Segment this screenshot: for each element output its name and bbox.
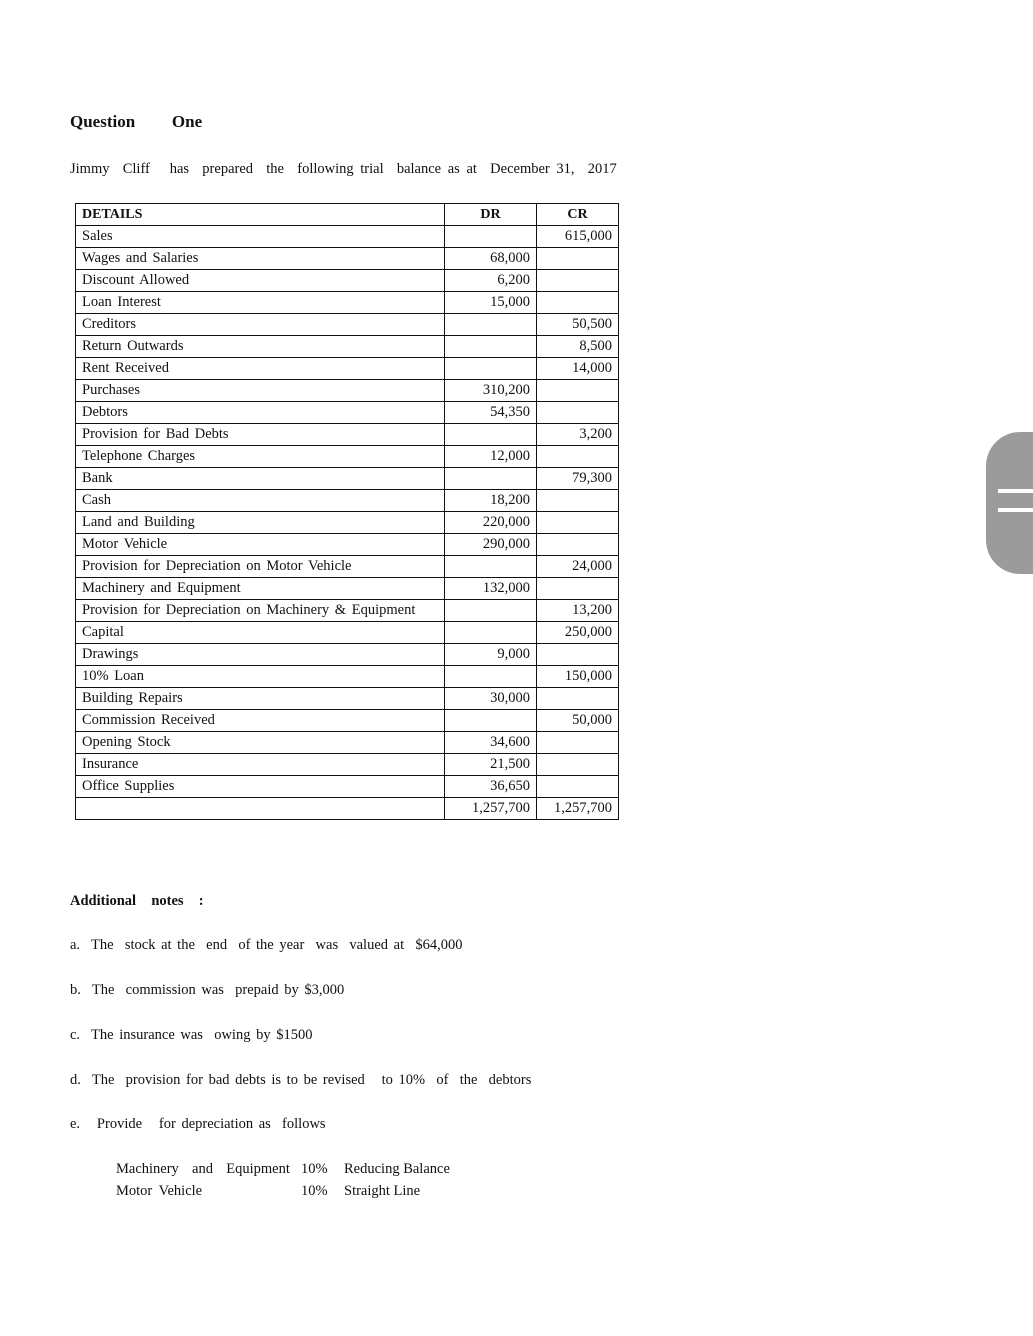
row-dr [445, 358, 537, 380]
row-detail: Insurance [76, 754, 445, 776]
row-dr [445, 468, 537, 490]
note-a: a. The stock at the end of the year was valued at $64,000 [70, 937, 463, 953]
table-row [76, 644, 619, 666]
table-row [76, 622, 619, 644]
row-cr [537, 446, 619, 468]
row-detail: Provision for Depreciation on Motor Vehicle [76, 556, 445, 578]
row-dr: 15,000 [445, 292, 537, 314]
row-cr: 24,000 [537, 556, 619, 578]
row-cr [537, 248, 619, 270]
table-row [76, 336, 619, 358]
table-row [76, 270, 619, 292]
table-row [76, 358, 619, 380]
row-detail: Telephone Charges [76, 446, 445, 468]
note-c: c. The insurance was owing by $1500 [70, 1027, 313, 1043]
table-row [76, 424, 619, 446]
intro-text: Jimmy Cliff has prepared the following trial balance as at December 31, 2017 [70, 161, 617, 177]
table-row [76, 292, 619, 314]
table-row [76, 732, 619, 754]
row-dr: 68,000 [445, 248, 537, 270]
table-row [76, 556, 619, 578]
page-title: Question One [70, 112, 203, 131]
row-cr [537, 512, 619, 534]
depreciation-asset: Machinery and Equipment [116, 1161, 290, 1177]
row-detail: Rent Received [76, 358, 445, 380]
table-row [76, 666, 619, 688]
depreciation-asset: Motor Vehicle [116, 1183, 203, 1199]
row-cr [537, 776, 619, 798]
row-cr [537, 688, 619, 710]
row-dr [445, 336, 537, 358]
table-row [76, 578, 619, 600]
row-dr: 34,600 [445, 732, 537, 754]
row-detail: Loan Interest [76, 292, 445, 314]
table-row [76, 446, 619, 468]
note-d: d. The provision for bad debts is to be revised to 10% of the debtors [70, 1072, 532, 1088]
row-dr [445, 424, 537, 446]
row-cr: 50,500 [537, 314, 619, 336]
row-cr: 13,200 [537, 600, 619, 622]
row-detail: Machinery and Equipment [76, 578, 445, 600]
row-cr: 615,000 [537, 226, 619, 248]
row-cr [537, 644, 619, 666]
row-cr: 3,200 [537, 424, 619, 446]
row-dr: 54,350 [445, 402, 537, 424]
row-cr: 150,000 [537, 666, 619, 688]
table-row [76, 710, 619, 732]
row-detail: Purchases [76, 380, 445, 402]
table-row [76, 468, 619, 490]
row-detail: Provision for Depreciation on Machinery & Equipment [76, 600, 445, 622]
totals-detail [76, 798, 445, 820]
row-dr [445, 556, 537, 578]
depreciation-method: Reducing Balance [344, 1161, 450, 1177]
row-dr: 310,200 [445, 380, 537, 402]
table-row [76, 380, 619, 402]
table-row [76, 688, 619, 710]
depreciation-rate: 10% [301, 1183, 328, 1199]
row-detail: Capital [76, 622, 445, 644]
row-cr [537, 732, 619, 754]
row-detail: Return Outwards [76, 336, 445, 358]
table-row [76, 248, 619, 270]
table-header-row [76, 204, 619, 226]
row-dr [445, 710, 537, 732]
table-row [76, 314, 619, 336]
row-dr: 132,000 [445, 578, 537, 600]
row-detail: Commission Received [76, 710, 445, 732]
row-detail: Motor Vehicle [76, 534, 445, 556]
table-row [76, 534, 619, 556]
table-row [76, 776, 619, 798]
row-detail: Cash [76, 490, 445, 512]
row-cr: 79,300 [537, 468, 619, 490]
row-dr: 21,500 [445, 754, 537, 776]
row-detail: Sales [76, 226, 445, 248]
table-row [76, 226, 619, 248]
menu-icon-bar-bottom [998, 508, 1033, 512]
total-dr: 1,257,700 [445, 798, 537, 820]
row-detail: Opening Stock [76, 732, 445, 754]
row-cr: 250,000 [537, 622, 619, 644]
table-row [76, 512, 619, 534]
row-detail: Drawings [76, 644, 445, 666]
row-dr: 6,200 [445, 270, 537, 292]
row-detail: Land and Building [76, 512, 445, 534]
totals-row [76, 798, 619, 820]
header-cr: CR [537, 204, 619, 226]
row-detail: Creditors [76, 314, 445, 336]
row-detail: Provision for Bad Debts [76, 424, 445, 446]
row-dr [445, 666, 537, 688]
note-e: e. Provide for depreciation as follows [70, 1116, 326, 1132]
row-detail: Discount Allowed [76, 270, 445, 292]
row-cr [537, 270, 619, 292]
row-dr: 9,000 [445, 644, 537, 666]
row-cr [537, 402, 619, 424]
side-panel-toggle[interactable] [986, 432, 1033, 574]
row-detail: Office Supplies [76, 776, 445, 798]
menu-icon-bar-top [998, 489, 1033, 493]
trial-balance-table [75, 203, 619, 820]
row-detail: Wages and Salaries [76, 248, 445, 270]
row-dr [445, 600, 537, 622]
row-dr: 12,000 [445, 446, 537, 468]
row-cr [537, 490, 619, 512]
table-row [76, 402, 619, 424]
row-cr: 8,500 [537, 336, 619, 358]
total-cr: 1,257,700 [537, 798, 619, 820]
table-row [76, 754, 619, 776]
row-cr [537, 578, 619, 600]
row-detail: Bank [76, 468, 445, 490]
row-dr: 220,000 [445, 512, 537, 534]
row-detail: Debtors [76, 402, 445, 424]
row-cr [537, 380, 619, 402]
header-dr: DR [445, 204, 537, 226]
row-dr [445, 622, 537, 644]
row-cr [537, 754, 619, 776]
depreciation-method: Straight Line [344, 1183, 421, 1199]
row-cr [537, 534, 619, 556]
row-dr: 290,000 [445, 534, 537, 556]
row-cr: 50,000 [537, 710, 619, 732]
depreciation-rate: 10% [301, 1161, 328, 1177]
table-row [76, 490, 619, 512]
row-cr [537, 292, 619, 314]
header-details: DETAILS [76, 204, 445, 226]
notes-title: Additional notes : [70, 893, 204, 909]
row-detail: Building Repairs [76, 688, 445, 710]
row-dr: 36,650 [445, 776, 537, 798]
row-cr: 14,000 [537, 358, 619, 380]
row-dr: 30,000 [445, 688, 537, 710]
row-dr [445, 314, 537, 336]
row-dr: 18,200 [445, 490, 537, 512]
row-detail: 10% Loan [76, 666, 445, 688]
note-b: b. The commission was prepaid by $3,000 [70, 982, 345, 998]
row-dr [445, 226, 537, 248]
table-row [76, 600, 619, 622]
